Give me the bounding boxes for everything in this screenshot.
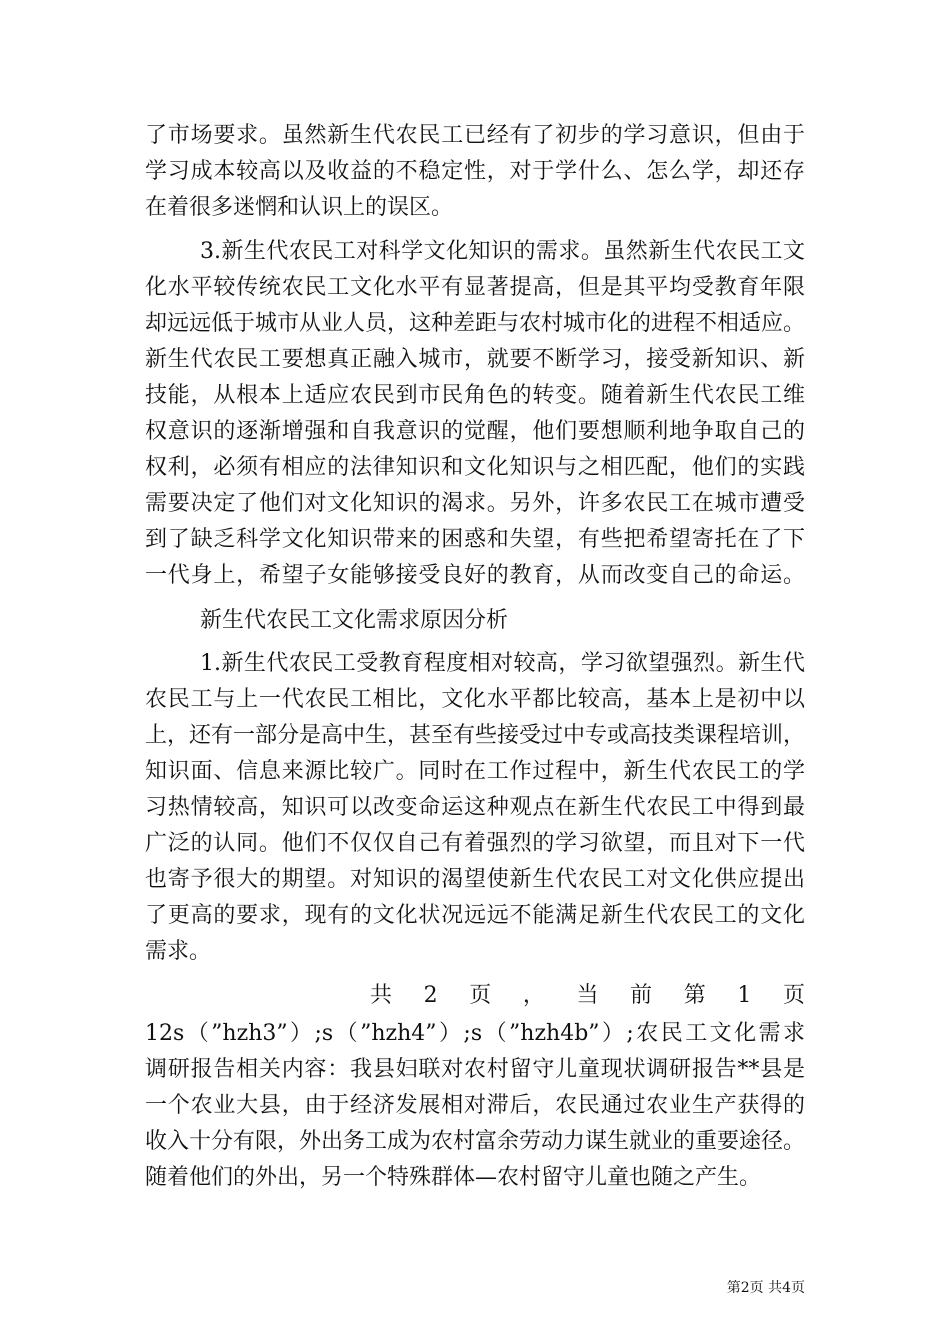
text-line: 3.新生代农民工对科学文化知识的需求。虽然新生代农民工文	[200, 239, 805, 264]
text-line: 也寄予很大的期望。对知识的渴望使新生代农民工对文化供应提出	[145, 867, 805, 892]
footer-current-page: 2	[740, 1280, 750, 1296]
text-line: 权利，必须有相应的法律知识和文化知识与之相匹配，他们的实践	[145, 455, 805, 480]
page-footer	[727, 1278, 805, 1298]
pager-word: 1	[737, 983, 752, 1008]
footer-total-pages: 4	[782, 1280, 791, 1296]
text-line: 1.新生代农民工受教育程度相对较高，学习欲望强烈。新生代	[200, 651, 805, 676]
pager-word: 共	[370, 983, 393, 1008]
text-line: 化水平较传统农民工文化水平有显著提高，但是其平均受教育年限	[145, 275, 805, 300]
footer-prefix: 第	[726, 1280, 741, 1296]
text-line: 到了缺乏科学文化知识带来的困惑和失望，有些把希望寄托在了下	[145, 527, 805, 552]
text-line: 调研报告相关内容：我县妇联对农村留守儿童现状调研报告**县是	[145, 1057, 805, 1082]
text-line: 却远远低于城市从业人员，这种差距与农村城市化的进程不相适应。	[145, 311, 806, 336]
pager-word: 前	[630, 983, 653, 1008]
pager-word: 第	[683, 983, 706, 1008]
text-line: 需求。	[145, 939, 212, 964]
text-line: 12s（”hzh3”）;s（”hzh4”）;s（”hzh4b”）;农民工文化需求	[145, 1021, 805, 1046]
text-line: 了市场要求。虽然新生代农民工已经有了初步的学习意识，但由于	[145, 123, 805, 148]
text-line: 一代身上，希望子女能够接受良好的教育，从而改变自己的命运。	[145, 563, 805, 588]
text-line: 需要决定了他们对文化知识的渴求。另外，许多农民工在城市遭受	[145, 491, 805, 516]
text-line: 上，还有一部分是高中生，甚至有些接受过中专或高技类课程培训，	[145, 723, 806, 748]
pager-word: 当	[576, 983, 599, 1008]
text-line: 农民工与上一代农民工相比，文化水平都比较高，基本上是初中以	[145, 687, 805, 712]
pager-word: ，	[522, 983, 545, 1008]
pager-word: 页	[469, 983, 492, 1008]
page-indicator	[370, 978, 805, 1014]
text-line: 学习成本较高以及收益的不稳定性，对于学什么、怎么学，却还存	[145, 159, 805, 184]
text-line: 了更高的要求，现有的文化状况远远不能满足新生代农民工的文化	[145, 903, 805, 928]
text-line: 新生代农民工要想真正融入城市，就要不断学习，接受新知识、新	[145, 347, 805, 372]
text-line: 一个农业大县，由于经济发展相对滞后，农民通过农业生产获得的	[145, 1093, 805, 1118]
footer-suffix: 页	[791, 1280, 805, 1296]
section-heading: 新生代农民工文化需求原因分析	[200, 608, 509, 633]
text-line: 权意识的逐渐增强和自我意识的觉醒，他们要想顺利地争取自己的	[145, 419, 805, 444]
footer-mid: 页 共	[749, 1280, 783, 1296]
text-line: 随着他们的外出，另一个特殊群体—农村留守儿童也随之产生。	[145, 1165, 762, 1190]
text-line: 收入十分有限，外出务工成为农村富余劳动力谋生就业的重要途径。	[145, 1129, 806, 1154]
text-line: 在着很多迷惘和认识上的误区。	[145, 195, 454, 220]
pager-word: 页	[782, 983, 805, 1008]
text-line: 技能，从根本上适应农民到市民角色的转变。随着新生代农民工维	[145, 383, 805, 408]
pager-word: 2	[423, 983, 438, 1008]
text-line: 习热情较高，知识可以改变命运这种观点在新生代农民工中得到最	[145, 795, 805, 820]
text-line: 广泛的认同。他们不仅仅自己有着强烈的学习欲望，而且对下一代	[145, 831, 805, 856]
text-line: 知识面、信息来源比较广。同时在工作过程中，新生代农民工的学	[145, 759, 805, 784]
